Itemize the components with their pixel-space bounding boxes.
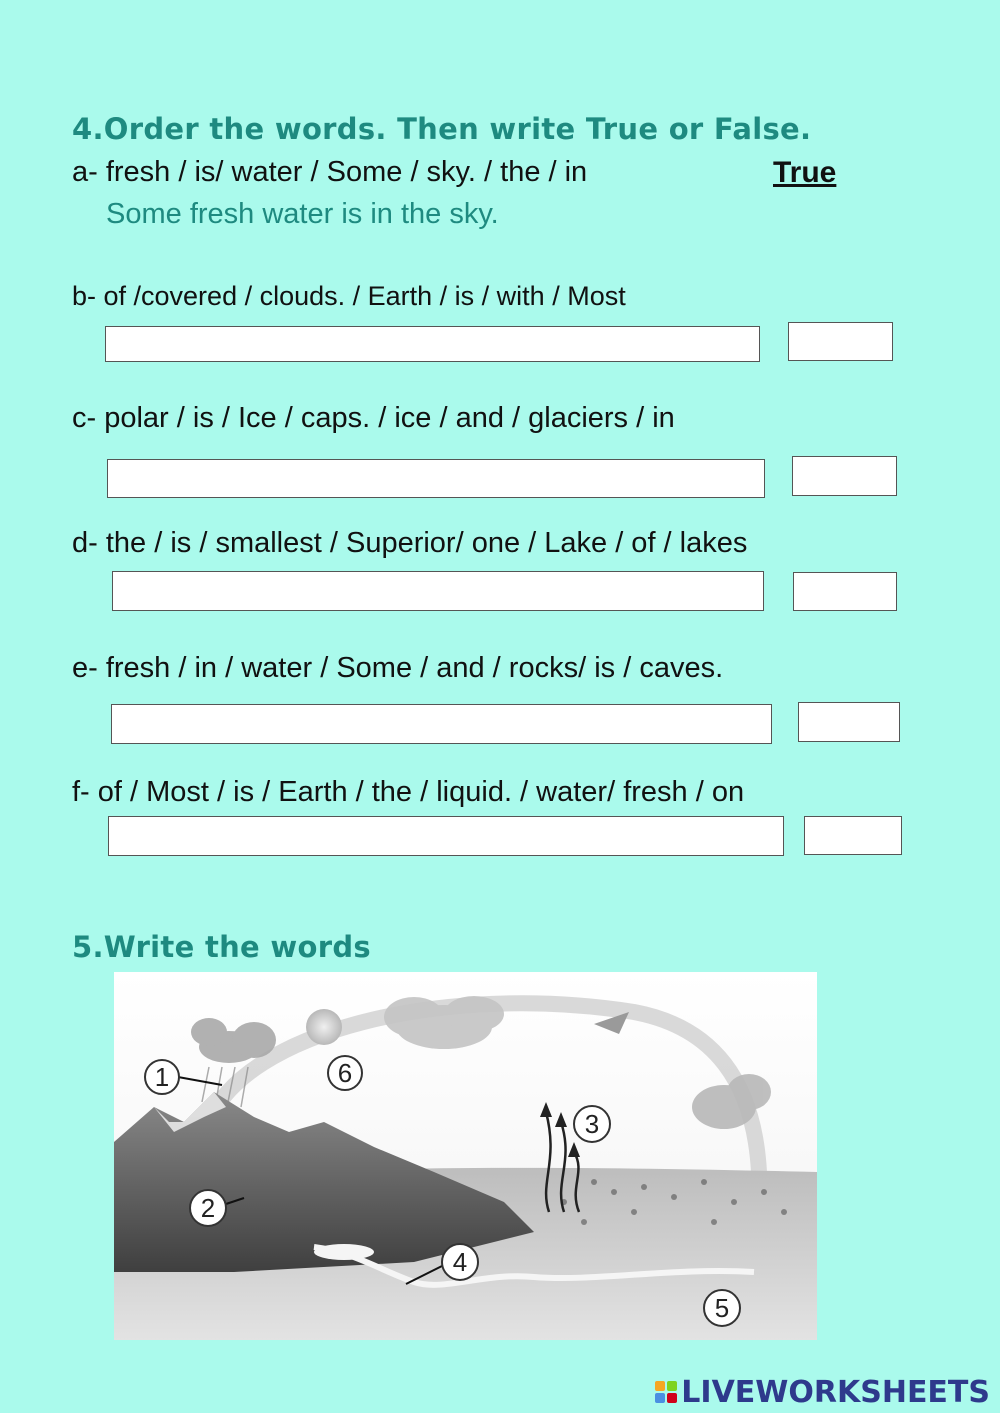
svg-text:6: 6 [337, 1058, 353, 1088]
item-b-true-false-field[interactable] [788, 322, 893, 361]
example-answer: Some fresh water is in the sky. [106, 198, 499, 230]
water-cycle-diagram [114, 972, 817, 1340]
label-4-badge [442, 1244, 478, 1280]
water-cycle-illustration [114, 972, 817, 1340]
section-5-heading: 5.Write the words [72, 930, 371, 964]
item-f-true-false-field[interactable] [804, 816, 902, 855]
item-e-answer-field[interactable] [111, 704, 772, 744]
item-e-prompt: e- fresh / in / water / Some / and / rocks/ is / caves. [72, 652, 724, 684]
logo-mark-icon [655, 1381, 677, 1403]
example-prompt: a- fresh / is/ water / Some / sky. / the / in [72, 156, 588, 188]
label-3-badge [574, 1106, 610, 1142]
label-1-badge [145, 1060, 179, 1094]
lake [314, 1244, 374, 1260]
item-f-prompt: f- of / Most / is / Earth / the / liquid. / water/ fresh / on [72, 776, 745, 808]
item-c-answer-field[interactable] [107, 459, 765, 498]
label-5-badge [704, 1290, 740, 1326]
item-c-true-false-field[interactable] [792, 456, 897, 496]
svg-text:3: 3 [584, 1109, 600, 1139]
example-true-false: True [773, 156, 837, 189]
item-b-prompt: b- of /covered / clouds. / Earth / is / with / Most [72, 281, 626, 311]
section-4-heading: 4.Order the words. Then write True or False. [72, 112, 812, 146]
sun-icon [306, 1009, 342, 1045]
liveworksheets-logo [655, 1374, 990, 1410]
item-d-answer-field[interactable] [112, 571, 764, 611]
item-c-prompt: c- polar / is / Ice / caps. / ice / and / glaciers / in [72, 402, 675, 434]
logo-text: LIVEWORKSHEETS [681, 1374, 990, 1410]
svg-text:4: 4 [452, 1247, 468, 1277]
item-b-answer-field[interactable] [105, 326, 760, 362]
label-6-badge [328, 1056, 362, 1090]
item-d-true-false-field[interactable] [793, 572, 897, 611]
svg-text:2: 2 [200, 1193, 216, 1223]
label-2-badge [190, 1190, 226, 1226]
item-d-prompt: d- the / is / smallest / Superior/ one / Lake / of / lakes [72, 527, 748, 559]
item-e-true-false-field[interactable] [798, 702, 900, 742]
item-f-answer-field[interactable] [108, 816, 784, 856]
svg-text:5: 5 [714, 1293, 730, 1323]
svg-text:1: 1 [154, 1062, 170, 1092]
